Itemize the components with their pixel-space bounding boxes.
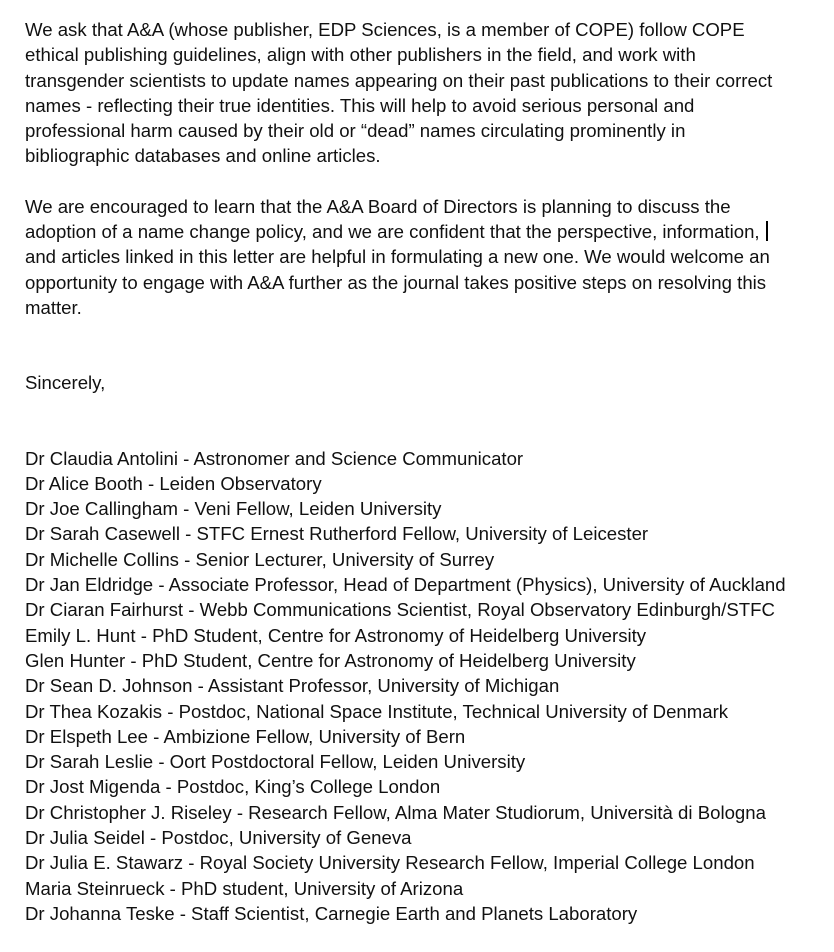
signatory[interactable]: Dr Michelle Collins - Senior Lecturer, University of Surrey bbox=[25, 548, 495, 570]
signatory[interactable]: Dr Jan Eldridge - Associate Professor, Head of Department (Physics), University of Auckland bbox=[25, 574, 786, 596]
signatory[interactable]: Dr Sarah Casewell - STFC Ernest Rutherford Fellow, University of Leicester bbox=[25, 523, 649, 545]
signatory[interactable]: Dr Christopher J. Riseley - Research Fellow, Alma Mater Studiorum, Università di Bologna bbox=[25, 801, 766, 823]
text-cursor bbox=[766, 221, 768, 241]
signatory[interactable]: Dr Joe Callingham - Veni Fellow, Leiden University bbox=[25, 498, 442, 520]
signatory[interactable]: Dr Johanna Teske - Staff Scientist, Carnegie Earth and Planets Laboratory bbox=[25, 902, 638, 924]
paragraph-encouragement-text: adoption of a name change policy, and we are confident that the perspective, information, bbox=[25, 221, 760, 243]
signatory[interactable]: Dr Jost Migenda - Postdoc, King’s College London bbox=[25, 776, 441, 798]
signatory[interactable]: Dr Ciaran Fairhurst - Webb Communications Scientist, Royal Observatory Edinburgh/STFC bbox=[25, 599, 775, 621]
signatory-list bbox=[25, 446, 825, 927]
signatory[interactable]: Glen Hunter - PhD Student, Centre for Astronomy of Heidelberg University bbox=[25, 649, 636, 671]
signatory[interactable]: Emily L. Hunt - PhD Student, Centre for Astronomy of Heidelberg University bbox=[25, 624, 647, 646]
closing-salutation[interactable]: Sincerely, bbox=[25, 372, 106, 394]
signatory[interactable]: Dr Julia E. Stawarz - Royal Society University Research Fellow, Imperial College London bbox=[25, 852, 755, 874]
signatory[interactable]: Dr Thea Kozakis - Postdoc, National Space Institute, Technical University of Denmark bbox=[25, 700, 729, 722]
paragraph-encouragement[interactable] bbox=[25, 194, 825, 320]
signatory[interactable]: Dr Sean D. Johnson - Assistant Professor, University of Michigan bbox=[25, 675, 560, 697]
signatory[interactable]: Dr Alice Booth - Leiden Observatory bbox=[25, 472, 322, 494]
paragraph-request[interactable]: We ask that A&A (whose publisher, EDP Sciences, is a member of COPE) follow COPE ethical publishing guidelines, align with other publishers in the field, and work with transgender scientists to update names appearing on their past publications to their correct names - reflecting their true identities. This will help to avoid serious personal and professional harm caused by their old or “dead” names circulating prominently in bibliographic databases and online articles. bbox=[25, 19, 773, 167]
signatory[interactable]: Dr Julia Seidel - Postdoc, University of Geneva bbox=[25, 827, 412, 849]
signatory[interactable]: Maria Steinrueck - PhD student, University of Arizona bbox=[25, 877, 464, 899]
signatory[interactable]: Dr Sarah Leslie - Oort Postdoctoral Fellow, Leiden University bbox=[25, 751, 526, 773]
signatory[interactable]: Dr Elspeth Lee - Ambizione Fellow, University of Bern bbox=[25, 725, 466, 747]
signatory[interactable]: Dr Claudia Antolini - Astronomer and Science Communicator bbox=[25, 447, 524, 469]
letter-document bbox=[25, 17, 825, 926]
paragraph-encouragement-rest: and articles linked in this letter are helpful in formulating a new one. We would welcome an opportunity to engage with A&A further as the journal takes positive steps on resolving this matter. bbox=[25, 246, 770, 318]
paragraph-encouragement-line bbox=[25, 219, 825, 244]
paragraph-encouragement-line: We are encouraged to learn that the A&A Board of Directors is planning to discuss the bbox=[25, 195, 731, 217]
